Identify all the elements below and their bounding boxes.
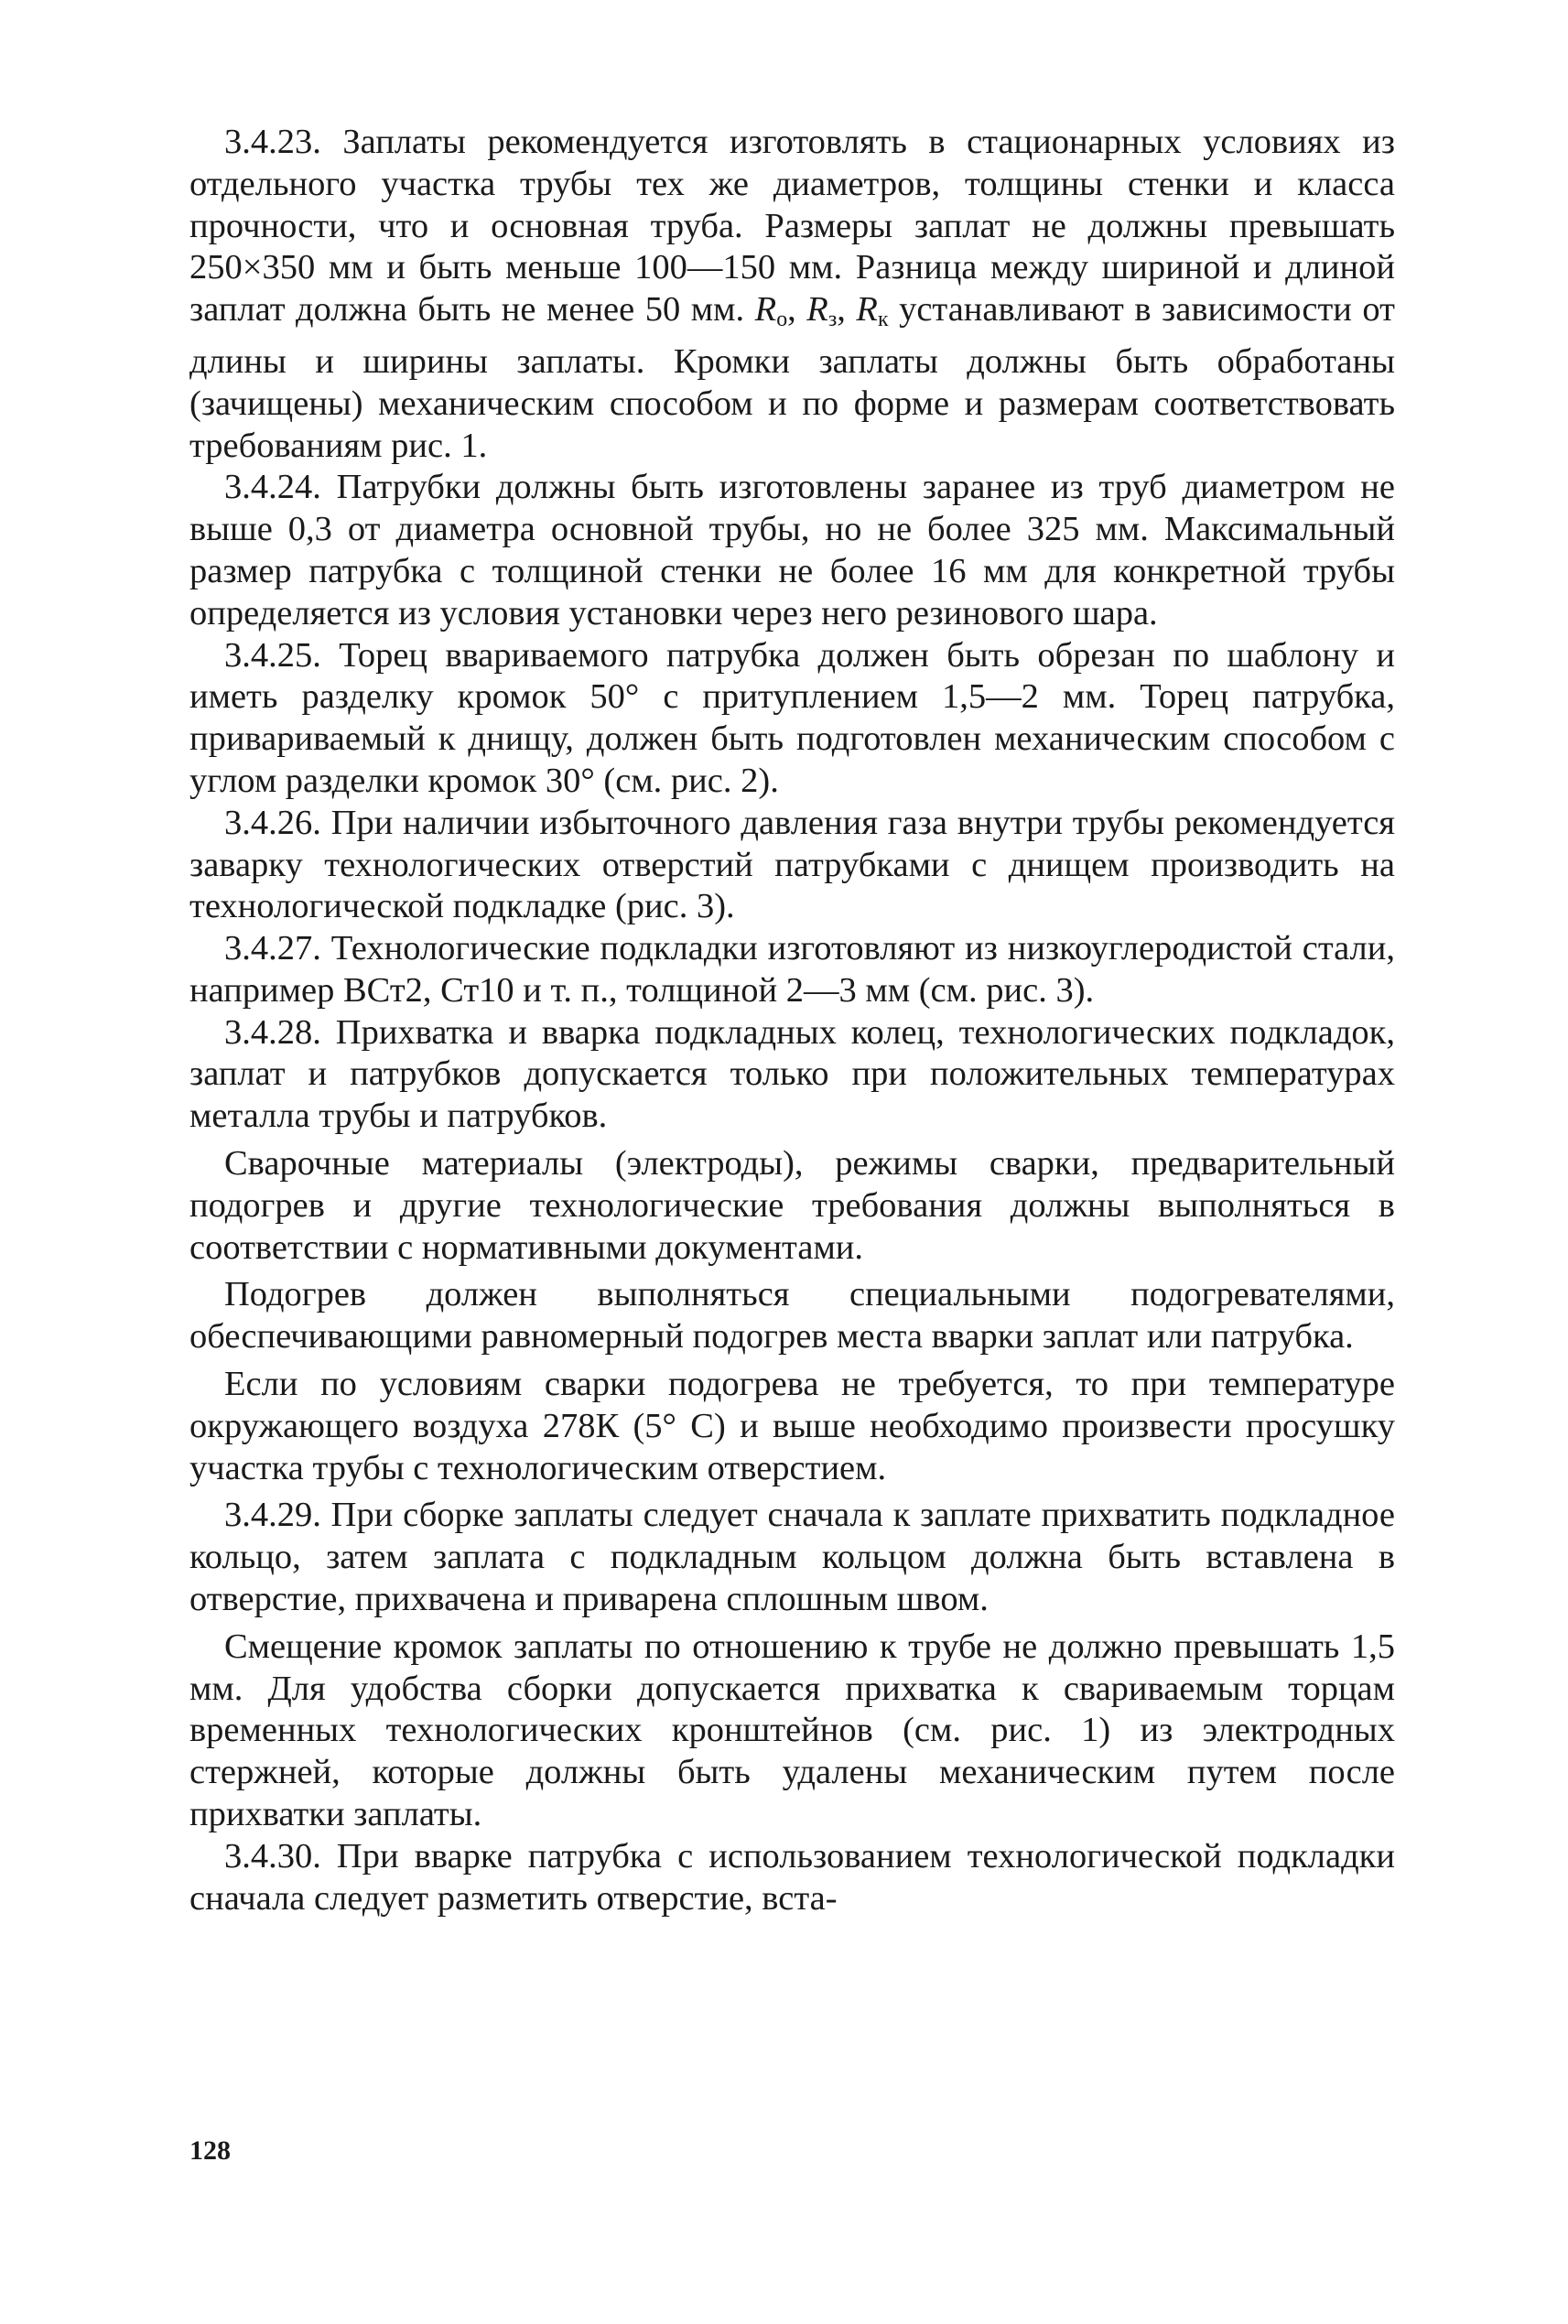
- paragraph-3-4-30: 3.4.30. При вварке патрубка с использованием технологической подкладки сначала следует разметить отверстие, вста-: [189, 1836, 1395, 1918]
- page-number: 128: [189, 2135, 231, 2166]
- paragraph-3-4-29: 3.4.29. При сборке заплаты следует сначала к заплате прихватить подкладное кольцо, затем заплата с подкладным кольцом должна быть вставлена в отверстие, прихвачена и приварена сплошным швом.: [189, 1496, 1395, 1619]
- paragraph-3-4-24: 3.4.24. Патрубки должны быть изготовлены заранее из труб диаметром не выше 0,3 от диаметра основной трубы, но не более 325 мм. Максимальный размер патрубка с толщиной стенки не более 16 мм для конкретной трубы определяется из условия установки через него резинового шара.: [189, 468, 1395, 632]
- r-k-subscript: к: [877, 308, 889, 332]
- paragraph-edge-offset: Смещение кромок заплаты по отношению к трубе не должно превышать 1,5 мм. Для удобства сборки допускается прихватка к свариваемым торцам временных технологических кронштейнов (см. рис. 1) из электродных стержней, которые должны быть удалены механическим путем после прихватки заплаты.: [189, 1627, 1395, 1834]
- text-column: [189, 122, 1395, 1919]
- paragraph-text: 3.4.23. Заплаты рекомендуется изготовлять в стационарных условиях из отдельного участка трубы тех же диаметров, толщины стенки и класса прочности, что и основная труба. Размеры заплат не должны превышать 250×350 мм и быть меньше 100—150 мм. Разница между шириной и длиной заплат должна быть не менее 50 мм.: [189, 123, 1395, 330]
- paragraph-preheating: Подогрев должен выполняться специальными подогревателями, обеспечивающими равномерный подогрев места вварки заплат или патрубка.: [189, 1275, 1395, 1357]
- separator: ,: [837, 290, 857, 330]
- separator: ,: [787, 290, 807, 330]
- paragraph-3-4-27: 3.4.27. Технологические подкладки изготовляют из низкоуглеродистой стали, например ВСт2, Ст10 и т. п., толщиной 2—3 мм (см. рис. 3).: [189, 929, 1395, 1010]
- paragraph-3-4-26: 3.4.26. При наличии избыточного давления газа внутри трубы рекомендуется заварку технологических отверстий патрубками с днищем производить на технологической подкладке (рис. 3).: [189, 803, 1395, 926]
- r-z-subscript: з: [827, 308, 838, 332]
- paragraph-text: устанавливают в зависимости от длины и ширины заплаты. Кромки заплаты должны быть обработаны (зачищены) механическим способом и по форме и размерам соответствовать требованиям рис. 1.: [189, 290, 1396, 465]
- paragraph-3-4-23: [189, 122, 1395, 467]
- paragraph-3-4-28: 3.4.28. Прихватка и вварка подкладных колец, технологических подкладок, заплат и патрубков допускается только при положительных температурах металла трубы и патрубков.: [189, 1012, 1395, 1136]
- r-o-subscript: о: [776, 308, 788, 332]
- paragraph-3-4-25: 3.4.25. Торец ввариваемого патрубка должен быть обрезан по шаблону и иметь разделку кромок 50° с притуплением 1,5—2 мм. Торец патрубка, привариваемый к днищу, должен быть подготовлен механическим способом с углом разделки кромок 30° (см. рис. 2).: [189, 635, 1395, 800]
- r-z-symbol: R: [806, 290, 828, 330]
- r-o-symbol: R: [754, 290, 777, 330]
- paragraph-welding-materials: Сварочные материалы (электроды), режимы сварки, предварительный подогрев и другие технологические требования должны выполняться в соответствии с нормативными документами.: [189, 1144, 1395, 1267]
- r-k-symbol: R: [856, 290, 878, 330]
- paragraph-drying: Если по условиям сварки подогрева не требуется, то при температуре окружающего воздуха 278К (5° С) и выше необходимо произвести просушку участка трубы с технологическим отверстием.: [189, 1365, 1395, 1487]
